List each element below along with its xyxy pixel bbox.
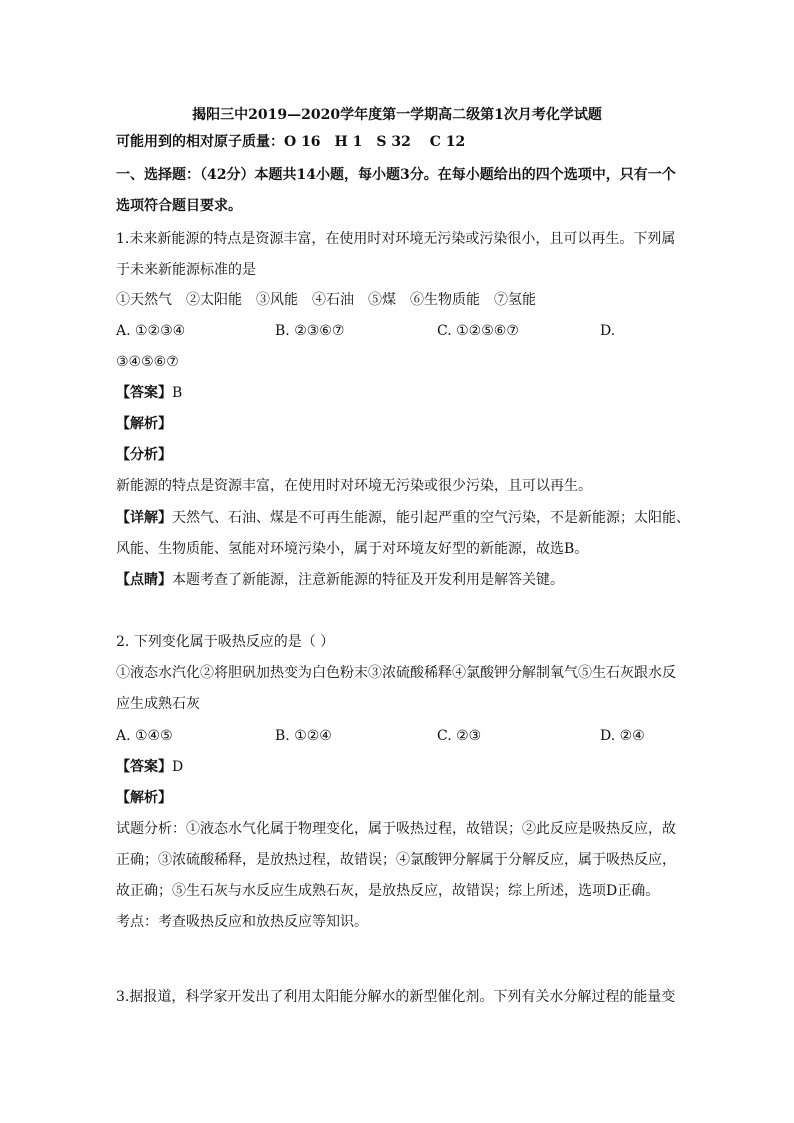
page-title: 揭阳三中2019—2020学年度第一学期高二级第1次月考化学试题 — [192, 107, 602, 123]
q1-option-d-content: ③④⑤⑥⑦ — [116, 354, 179, 370]
q1-detail-line2: 风能、生物质能、氢能对环境污染小，属于对环境友好型的新能源，故选B。 — [116, 541, 589, 557]
q1-analysis-tag: 【解析】 — [116, 416, 172, 432]
q2-option-b: B. ①②④ — [275, 728, 332, 744]
q1-comment-line — [116, 570, 564, 590]
q2-analysis-line3: 故正确；⑤生石灰与水反应生成熟石灰，是放热反应，故错误；综上所述，选项D正确。 — [116, 883, 660, 899]
q2-stem: 2. 下列变化属于吸热反应的是（ ） — [116, 634, 335, 650]
q1-comment-text: 本题考查了新能源，注意新能源的特征及开发利用是解答关键。 — [172, 572, 564, 588]
detail-tag: 【详解】 — [116, 510, 172, 526]
q2-answer-value: D — [172, 759, 184, 775]
q1-option-d: D. — [600, 323, 616, 339]
q2-items-line2: 应生成熟石灰 — [116, 696, 200, 712]
q2-kaodian: 考点：考查吸热反应和放热反应等知识。 — [116, 914, 368, 930]
q1-detail-line1 — [116, 508, 690, 528]
answer-tag: 【答案】 — [116, 759, 172, 775]
atomic-mass-line: 可能用到的相对原子质量：O 16 H 1 S 32 C 12 — [116, 134, 466, 150]
q1-fenxi-tag: 【分析】 — [116, 447, 172, 463]
q1-stem-line1: 1.未来新能源的特点是资源丰富，在使用时对环境无污染或污染很小，且可以再生。下列属 — [116, 231, 676, 247]
q2-option-a: A. ①④⑤ — [116, 728, 173, 744]
q2-analysis-line1: 试题分析：①液态水气化属于物理变化，属于吸热过程，故错误；②此反应是吸热反应，故 — [116, 821, 676, 837]
q2-answer-line — [116, 757, 183, 777]
q2-items-line1: ①液态水汽化②将胆矾加热变为白色粉末③浓硫酸稀释④氯酸钾分解制氧气⑤生石灰跟水反 — [116, 665, 676, 681]
q2-analysis-tag: 【解析】 — [116, 790, 172, 806]
q1-fenxi-text: 新能源的特点是资源丰富，在使用时对环境无污染或很少污染，且可以再生。 — [116, 478, 592, 494]
section1-heading-line2: 选项符合题目要求。 — [116, 198, 242, 214]
q1-detail-text1: 天然气、石油、煤是不可再生能源，能引起严重的空气污染，不是新能源；太阳能、 — [172, 510, 690, 526]
q1-option-b: B. ②③⑥⑦ — [275, 323, 345, 339]
q1-answer-value: B — [172, 385, 183, 401]
comment-tag: 【点睛】 — [116, 572, 172, 588]
section1-heading-line1: 一、选择题：（42分）本题共14小题，每小题3分。在每小题给出的四个选项中，只有一个 — [116, 167, 676, 183]
q2-analysis-line2: 正确；③浓硫酸稀释，是放热过程，故错误；④氯酸钾分解属于分解反应，属于吸热反应， — [116, 852, 676, 868]
answer-tag: 【答案】 — [116, 385, 172, 401]
q1-items: ①天然气 ②太阳能 ③风能 ④石油 ⑤煤 ⑥生物质能 ⑦氢能 — [116, 292, 536, 308]
q1-stem-line2: 于未来新能源标准的是 — [116, 262, 256, 278]
q2-option-d: D. ②④ — [600, 728, 645, 744]
q2-option-c: C. ②③ — [437, 728, 482, 744]
q1-answer-line — [116, 383, 182, 403]
q1-option-c: C. ①②⑤⑥⑦ — [437, 323, 519, 339]
q1-option-a: A. ①②③④ — [116, 323, 186, 339]
q3-stem-line1: 3.据报道，科学家开发出了利用太阳能分解水的新型催化剂。下列有关水分解过程的能量变 — [116, 989, 676, 1005]
